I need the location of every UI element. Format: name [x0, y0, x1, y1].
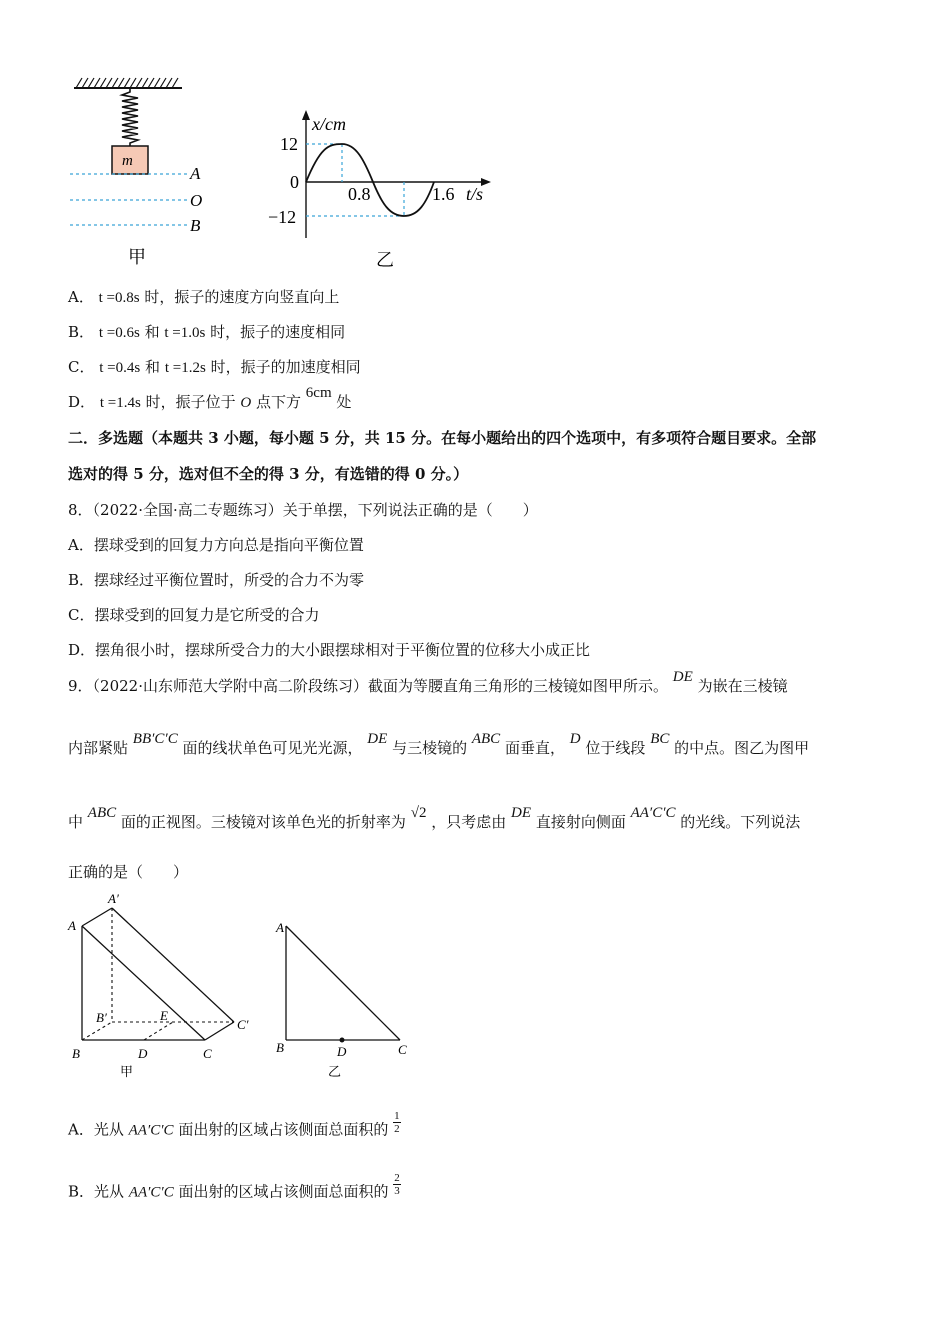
q9-stem-line2 [68, 731, 810, 759]
figure-yi-label: 乙 [376, 250, 394, 270]
x-axis-label: t/s [466, 184, 484, 204]
x-tick-1.6: 1.6 [432, 184, 455, 204]
stem-text: 与三棱镜的 [392, 739, 468, 757]
edge-A2C2 [112, 908, 234, 1022]
figure-yi-caption: 乙 [328, 1064, 342, 1079]
option-text: 面出射的区域占该侧面总面积的 [178, 1182, 389, 1201]
stem-text: 中 [68, 813, 84, 831]
math-DE: DE [511, 805, 532, 821]
math-time: t =1.0s [164, 325, 206, 341]
ceiling-hatch [76, 78, 178, 88]
math-ABC: ABC [471, 731, 501, 747]
math-DE: DE [672, 669, 693, 685]
figure-jia-label: 甲 [128, 247, 146, 267]
label-A: A [68, 918, 76, 933]
math-sqrt2: √2 [410, 805, 427, 821]
mass-label: m [122, 153, 133, 169]
x-tick-0.8: 0.8 [348, 184, 371, 204]
stem-text: 面的正视图。三棱镜对该单色光的折射率为 [120, 813, 406, 831]
q9-stem-line4: 正确的是（ ） [68, 863, 189, 881]
stem-text: ，只考虑由 [431, 813, 507, 831]
section-heading-line1: 二．多选题（本题共 3 小题，每小题 5 分，共 15 分。在每小题给出的四个选项中，有多项符合题目要求。全部 [68, 429, 817, 447]
label-B: B [276, 1040, 284, 1055]
label-O: O [190, 191, 203, 210]
y-zero-label: 0 [290, 172, 299, 192]
option-text: 点下方 [255, 393, 301, 411]
q9-stem-line1 [68, 669, 788, 697]
label-C: C [398, 1042, 407, 1057]
math-face: AA′C′C [128, 1122, 174, 1139]
math-time: t =1.4s [99, 395, 141, 411]
fraction-numerator: 1 [394, 1110, 400, 1122]
side-AC [286, 926, 400, 1040]
label-B-prime: B′ [96, 1010, 107, 1025]
option-text: 时，振子位于 [145, 393, 236, 411]
fraction-one-half [393, 1110, 401, 1135]
sine-curve [306, 144, 434, 216]
fraction-denominator: 3 [394, 1185, 400, 1197]
label-C-prime: C′ [237, 1017, 249, 1032]
math-time: t =0.6s [98, 325, 140, 341]
option-prefix: D． [68, 393, 96, 411]
math-distance: 6cm [305, 385, 332, 401]
label-B: B [190, 216, 201, 235]
option-text: 和 [145, 358, 161, 376]
q8-option-c: C．摆球受到的回复力是它所受的合力 [68, 606, 320, 624]
q9-option-b [68, 1172, 401, 1205]
math-time: t =0.4s [99, 360, 141, 376]
section-heading-line2: 选对的得 5 分，选对但不全的得 3 分，有选错的得 0 分。） [68, 465, 469, 483]
label-A-prime: A′ [108, 891, 119, 906]
stem-text: 9．（2022·山东师范大学附中高二阶段练习）截面为等腰直角三角形的三棱镜如图甲所示。 [68, 677, 668, 695]
fraction-denominator: 2 [394, 1123, 400, 1135]
edge-DE [144, 1022, 173, 1040]
label-A: A [276, 920, 284, 935]
displacement-time-graph [262, 108, 502, 273]
y-axis-label: x/cm [312, 114, 346, 134]
stem-text: 位于线段 [585, 739, 646, 757]
option-prefix: A． [68, 288, 94, 306]
prism-3d-figure [62, 888, 262, 1083]
math-point: O [240, 395, 252, 411]
option-text: 时，振子的速度相同 [210, 323, 346, 341]
math-face: AA′C′C [128, 1184, 174, 1201]
math-face: AA′C′C [630, 805, 676, 821]
point-D [340, 1038, 345, 1043]
math-time: t =1.2s [164, 360, 206, 376]
stem-text: 面垂直， [504, 739, 565, 757]
fraction-two-thirds [393, 1172, 401, 1197]
stem-text: 的光线。下列说法 [680, 813, 801, 831]
spring-coil [122, 88, 138, 146]
label-A: A [190, 164, 201, 183]
stem-text: 的中点。图乙为图甲 [674, 739, 810, 757]
spring-oscillator-figure [60, 70, 220, 270]
edge-AA2 [82, 908, 112, 926]
stem-text: 面的线状单色可见光光源， [182, 739, 363, 757]
y-axis-arrow [302, 110, 310, 120]
math-ABC: ABC [87, 805, 117, 821]
label-D: D [337, 1044, 347, 1059]
label-C: C [203, 1046, 212, 1061]
q8-option-a: A．摆球受到的回复力方向总是指向平衡位置 [68, 536, 364, 554]
option-text: B．光从 [68, 1182, 125, 1201]
figure-jia-caption: 甲 [120, 1064, 134, 1079]
q9-stem-line3 [68, 805, 801, 833]
q7-option-d [68, 385, 352, 413]
stem-text: 内部紧贴 [68, 739, 129, 757]
option-text: A．光从 [68, 1120, 124, 1139]
option-prefix: C． [68, 358, 95, 376]
math-BC: BC [650, 731, 670, 747]
edge-CC2 [205, 1022, 234, 1040]
fraction-numerator: 2 [394, 1172, 400, 1184]
option-text: 和 [144, 323, 160, 341]
label-D: D [138, 1046, 148, 1061]
q8-option-d: D．摆角很小时，摆球所受合力的大小跟摆球相对于平衡位置的位移大小成正比 [68, 641, 591, 659]
option-text: 时，振子的速度方向竖直向上 [144, 288, 340, 306]
q7-option-b [68, 322, 345, 343]
math-face: BB′C′C [132, 731, 178, 747]
y-max-label: 12 [280, 134, 298, 154]
q8-stem: 8．（2022·全国·高二专题练习）关于单摆，下列说法正确的是（ ） [68, 501, 538, 519]
stem-text: 为嵌在三棱镜 [697, 677, 788, 695]
q7-option-c [68, 357, 361, 378]
label-E: E [160, 1008, 168, 1023]
option-text: 处 [336, 393, 352, 411]
triangle-front-view [270, 914, 420, 1084]
option-prefix: B． [68, 323, 95, 341]
math-DE: DE [367, 731, 388, 747]
q8-option-b: B．摆球经过平衡位置时，所受的合力不为零 [68, 571, 365, 589]
math-D: D [569, 731, 581, 747]
q9-option-a [68, 1110, 401, 1143]
math-time: t =0.8s [98, 290, 140, 306]
y-min-label: −12 [268, 207, 297, 227]
q7-option-a [68, 287, 339, 308]
stem-text: 直接射向侧面 [535, 813, 626, 831]
option-text: 面出射的区域占该侧面总面积的 [178, 1120, 389, 1139]
label-B: B [72, 1046, 80, 1061]
option-text: 时，振子的加速度相同 [210, 358, 361, 376]
